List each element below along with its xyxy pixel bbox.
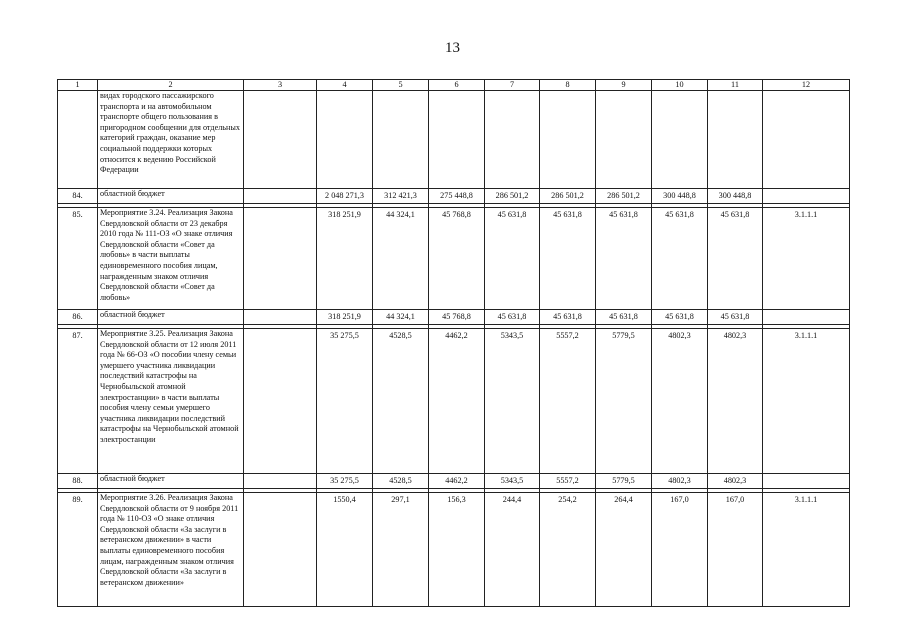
row-value: 44 324,1 (373, 208, 429, 310)
header-cell: 6 (429, 80, 485, 91)
row-value: 4802,3 (652, 329, 708, 474)
row-value: 45 768,8 (429, 208, 485, 310)
row-text: Мероприятие 3.26. Реализация Закона Свердловской области от 9 ноября 2011 года № 110-ОЗ «О знаке отличия Свердловской области «За заслуги в ветеранском движении» в части выплаты единовременного пособия лицам, награжденным знаком отличия Свердловской области «За заслуги в ветеранском движении» (98, 493, 244, 607)
row-value: 264,4 (596, 493, 652, 607)
row-value: 45 631,8 (540, 310, 596, 325)
table-row (58, 91, 850, 189)
row-number: 84. (58, 189, 98, 204)
row-value: 4462,2 (429, 474, 485, 489)
row-value: 167,0 (652, 493, 708, 607)
row-value: 286 501,2 (596, 189, 652, 204)
row-value: 45 631,8 (596, 208, 652, 310)
row-value: 45 631,8 (652, 208, 708, 310)
table-row (58, 493, 850, 607)
row-text: Мероприятие 3.25. Реализация Закона Свердловской области от 12 июля 2011 года № 66-ОЗ «О пособии члену семьи умершего участника ликвидации последствий катастрофы на Чернобыльской атомной электростанции» в части выплаты пособия члену семьи умершего участника ликвидации последствий катастрофы на Чернобыльской атомной электростанции (98, 329, 244, 474)
row-value: 4802,3 (708, 474, 763, 489)
row-value: 318 251,9 (317, 310, 373, 325)
row-value: 286 501,2 (485, 189, 540, 204)
row-value: 300 448,8 (652, 189, 708, 204)
row-value: 254,2 (540, 493, 596, 607)
table-row (58, 208, 850, 310)
header-cell: 5 (373, 80, 429, 91)
row-code (763, 189, 850, 204)
header-cell: 3 (244, 80, 317, 91)
header-cell: 2 (98, 80, 244, 91)
row-number: 86. (58, 310, 98, 325)
row-code (763, 310, 850, 325)
row-number: 89. (58, 493, 98, 607)
header-cell: 10 (652, 80, 708, 91)
row-col3 (244, 329, 317, 474)
header-cell: 4 (317, 80, 373, 91)
table-row (58, 310, 850, 325)
row-value: 35 275,5 (317, 474, 373, 489)
row-text: областной бюджет (98, 474, 244, 489)
header-cell: 1 (58, 80, 98, 91)
row-code: 3.1.1.1 (763, 493, 850, 607)
row-code (763, 474, 850, 489)
table-row (58, 474, 850, 489)
row-value: 156,3 (429, 493, 485, 607)
row-value: 2 048 271,3 (317, 189, 373, 204)
row-value: 297,1 (373, 493, 429, 607)
row-value: 45 631,8 (540, 208, 596, 310)
row-value: 45 768,8 (429, 310, 485, 325)
row-value: 45 631,8 (485, 310, 540, 325)
table-row (58, 189, 850, 204)
header-cell: 7 (485, 80, 540, 91)
row-value: 244,4 (485, 493, 540, 607)
row-value: 35 275,5 (317, 329, 373, 474)
row-code: 3.1.1.1 (763, 208, 850, 310)
row-value: 300 448,8 (708, 189, 763, 204)
row-value: 286 501,2 (540, 189, 596, 204)
row-col3 (244, 310, 317, 325)
row-value: 312 421,3 (373, 189, 429, 204)
row-value: 167,0 (708, 493, 763, 607)
row-value: 5557,2 (540, 329, 596, 474)
page-number: 13 (445, 40, 460, 56)
row-value: 4802,3 (652, 474, 708, 489)
row-text: областной бюджет (98, 189, 244, 204)
row-value: 4462,2 (429, 329, 485, 474)
row-value: 5343,5 (485, 329, 540, 474)
row-value: 45 631,8 (596, 310, 652, 325)
row-text: видах городского пассажирского транспорта и на автомобильном транспорте общего пользования в пригородном сообщении для отдельных категорий граждан, оказание мер социальной поддержки которых относится к ведению Российской Федерации (98, 91, 244, 189)
row-text: Мероприятие 3.24. Реализация Закона Свердловской области от 23 декабря 2010 года № 111-ОЗ «О знаке отличия Свердловской области «Совет да любовь» в части выплаты единовременного пособия лицам, награжденным знаком отличия Свердловской области «Совет да любовь» (98, 208, 244, 310)
table-row (58, 329, 850, 474)
header-row (58, 80, 850, 91)
row-number: 85. (58, 208, 98, 310)
budget-table (57, 79, 850, 607)
row-number: 87. (58, 329, 98, 474)
row-value: 4528,5 (373, 329, 429, 474)
row-value: 5557,2 (540, 474, 596, 489)
row-value: 45 631,8 (708, 310, 763, 325)
row-value: 5343,5 (485, 474, 540, 489)
row-value: 5779,5 (596, 474, 652, 489)
row-value: 318 251,9 (317, 208, 373, 310)
header-cell: 9 (596, 80, 652, 91)
header-cell: 8 (540, 80, 596, 91)
row-value: 5779,5 (596, 329, 652, 474)
row-value: 44 324,1 (373, 310, 429, 325)
row-value: 45 631,8 (652, 310, 708, 325)
row-text: областной бюджет (98, 310, 244, 325)
row-value: 275 448,8 (429, 189, 485, 204)
row-value: 4528,5 (373, 474, 429, 489)
row-col3 (244, 189, 317, 204)
row-value: 45 631,8 (708, 208, 763, 310)
row-value: 45 631,8 (485, 208, 540, 310)
row-value: 4802,3 (708, 329, 763, 474)
header-cell: 11 (708, 80, 763, 91)
row-number: 88. (58, 474, 98, 489)
row-col3 (244, 493, 317, 607)
row-col3 (244, 208, 317, 310)
row-col3 (244, 474, 317, 489)
row-code: 3.1.1.1 (763, 329, 850, 474)
header-cell: 12 (763, 80, 850, 91)
row-value: 1550,4 (317, 493, 373, 607)
